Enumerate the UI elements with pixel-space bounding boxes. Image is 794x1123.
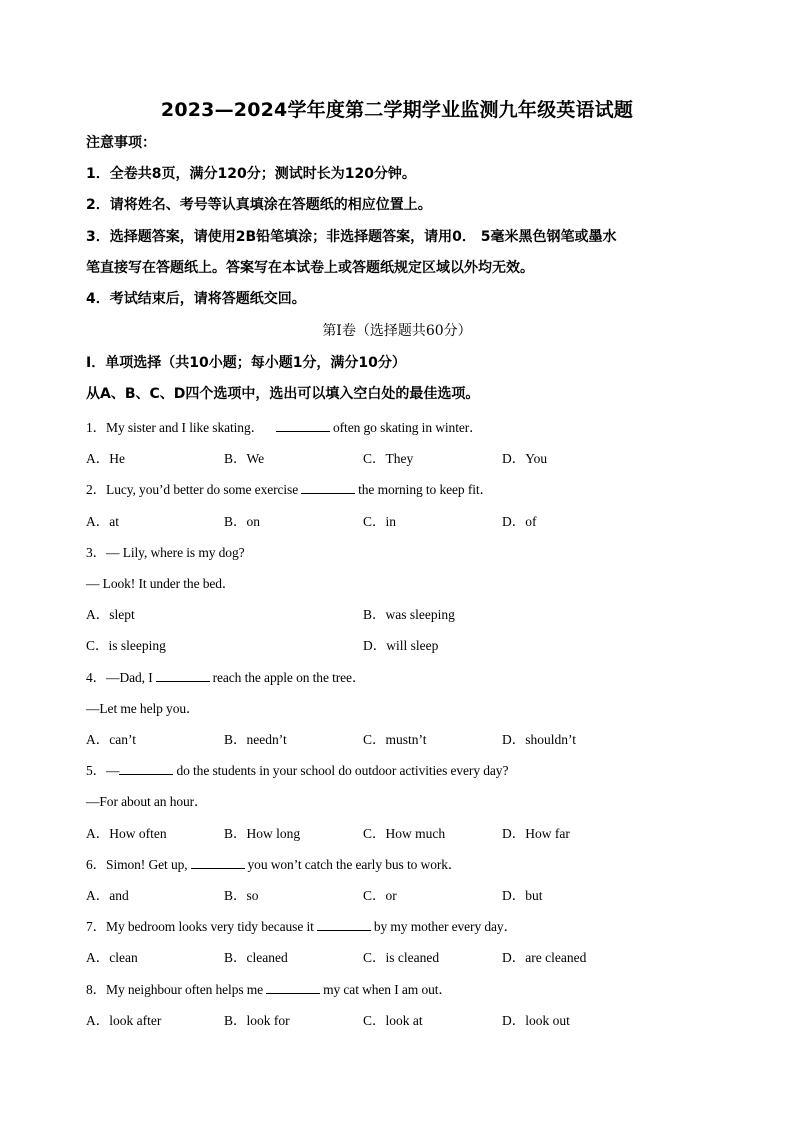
notice-item-2: 2．请将姓名、考号等认真填涂在答题纸的相应位置上。 xyxy=(86,197,432,213)
notice-item-3: 3．选择题答案，请使用2B铅笔填涂；非选择题答案，请用0． 5毫米黑色钢笔或墨水 xyxy=(86,229,617,245)
question-8-option-b: B．look for xyxy=(224,1013,290,1028)
question-8-stem-before: 8．My neighbour often helps me xyxy=(86,982,264,997)
question-4-option-d: D．shouldn’t xyxy=(502,732,577,747)
notice-item-1: 1．全卷共8页，满分120分；测试时长为120分钟。 xyxy=(86,166,416,182)
question-3-line-1: 3．— Lily, where is my dog? xyxy=(86,545,245,560)
question-1 xyxy=(86,416,483,436)
question-1-option-b: B．We xyxy=(224,451,265,466)
question-5-option-a: A．How often xyxy=(86,826,167,841)
question-1-option-c: C．They xyxy=(363,451,414,466)
question-2-stem-before: 2．Lucy, you’d better do some exercise xyxy=(86,482,299,497)
question-5-option-d: D．How far xyxy=(502,826,570,841)
question-7-stem-after: by my mother every day． xyxy=(373,919,517,934)
question-7-option-d: D．are cleaned xyxy=(502,950,587,965)
question-2-option-b: B．on xyxy=(224,514,261,529)
question-7-stem-before: 7．My bedroom looks very tidy because it xyxy=(86,919,314,934)
question-2-option-c: C．in xyxy=(363,514,397,529)
part-heading: Ⅰ．单项选择（共10小题；每小题1分，满分10分） xyxy=(86,355,406,371)
question-6 xyxy=(86,853,461,873)
question-1-stem-after: often go skating in winter． xyxy=(333,420,483,435)
question-7-option-b: B．cleaned xyxy=(224,950,288,965)
question-6-stem-after: you won’t catch the early bus to work． xyxy=(247,857,462,872)
question-5 xyxy=(86,759,508,779)
question-1-option-a: A．He xyxy=(86,451,125,466)
question-5-option-c: C．How much xyxy=(363,826,446,841)
question-8-option-c: C．look at xyxy=(363,1013,423,1028)
part-instruction: 从A、B、C、D四个选项中，选出可以填入空白处的最佳选项。 xyxy=(86,386,480,402)
answer-blank xyxy=(191,857,245,869)
question-3-line-2: — Look! It under the bed． xyxy=(86,576,236,591)
question-2-option-d: D．of xyxy=(502,514,537,529)
question-6-option-d: D．but xyxy=(502,888,543,903)
question-3-option-b: B．was sleeping xyxy=(363,607,455,622)
answer-blank xyxy=(266,982,320,994)
question-7-option-a: A．clean xyxy=(86,950,138,965)
section-title: 第Ⅰ卷（选择题共60分） xyxy=(322,323,472,339)
question-2-stem-after: the morning to keep fit． xyxy=(358,482,493,497)
question-4 xyxy=(86,666,365,686)
question-5-stem-before: 5．— xyxy=(86,763,120,778)
question-4-line-2: —Let me help you． xyxy=(86,701,200,716)
question-5-stem-after: do the students in your school do outdoor activities every day? xyxy=(176,763,509,778)
notice-item-3-continued: 笔直接写在答题纸上。答案写在本试卷上或答题纸规定区域以外均无效。 xyxy=(86,260,534,276)
question-1-option-d: D．You xyxy=(502,451,548,466)
notice-item-4: 4．考试结束后，请将答题纸交回。 xyxy=(86,291,306,307)
question-6-option-a: A．and xyxy=(86,888,129,903)
answer-blank xyxy=(317,919,371,931)
question-4-option-a: A．can’t xyxy=(86,732,136,747)
answer-blank xyxy=(119,763,173,775)
question-5-line-2: —For about an hour． xyxy=(86,794,208,809)
answer-blank xyxy=(301,482,355,494)
question-8-option-a: A．look after xyxy=(86,1013,162,1028)
question-8-stem-after: my cat when I am out． xyxy=(323,982,452,997)
question-2 xyxy=(86,478,493,498)
question-6-option-b: B．so xyxy=(224,888,259,903)
question-7 xyxy=(86,915,517,935)
exam-title: 2023—2024学年度第二学期学业监测九年级英语试题 xyxy=(160,99,634,121)
question-6-stem-before: 6．Simon! Get up, xyxy=(86,857,188,872)
question-3-option-c: C．is sleeping xyxy=(86,638,166,653)
question-1-stem-before: 1．My sister and I like skating． xyxy=(86,420,265,435)
question-7-option-c: C．is cleaned xyxy=(363,950,440,965)
question-4-option-b: B．needn’t xyxy=(224,732,287,747)
question-8-option-d: D．look out xyxy=(502,1013,570,1028)
question-3-option-d: D．will sleep xyxy=(363,638,439,653)
answer-blank xyxy=(276,420,330,432)
question-2-option-a: A．at xyxy=(86,514,119,529)
question-4-stem-after: reach the apple on the tree． xyxy=(212,670,366,685)
question-6-option-c: C．or xyxy=(363,888,397,903)
notice-heading: 注意事项： xyxy=(86,135,156,151)
answer-blank xyxy=(156,670,210,682)
question-4-option-c: C．mustn’t xyxy=(363,732,427,747)
question-5-option-b: B．How long xyxy=(224,826,301,841)
question-3-option-a: A．slept xyxy=(86,607,135,622)
question-4-stem-before: 4．—Dad, I xyxy=(86,670,153,685)
question-8 xyxy=(86,978,452,998)
